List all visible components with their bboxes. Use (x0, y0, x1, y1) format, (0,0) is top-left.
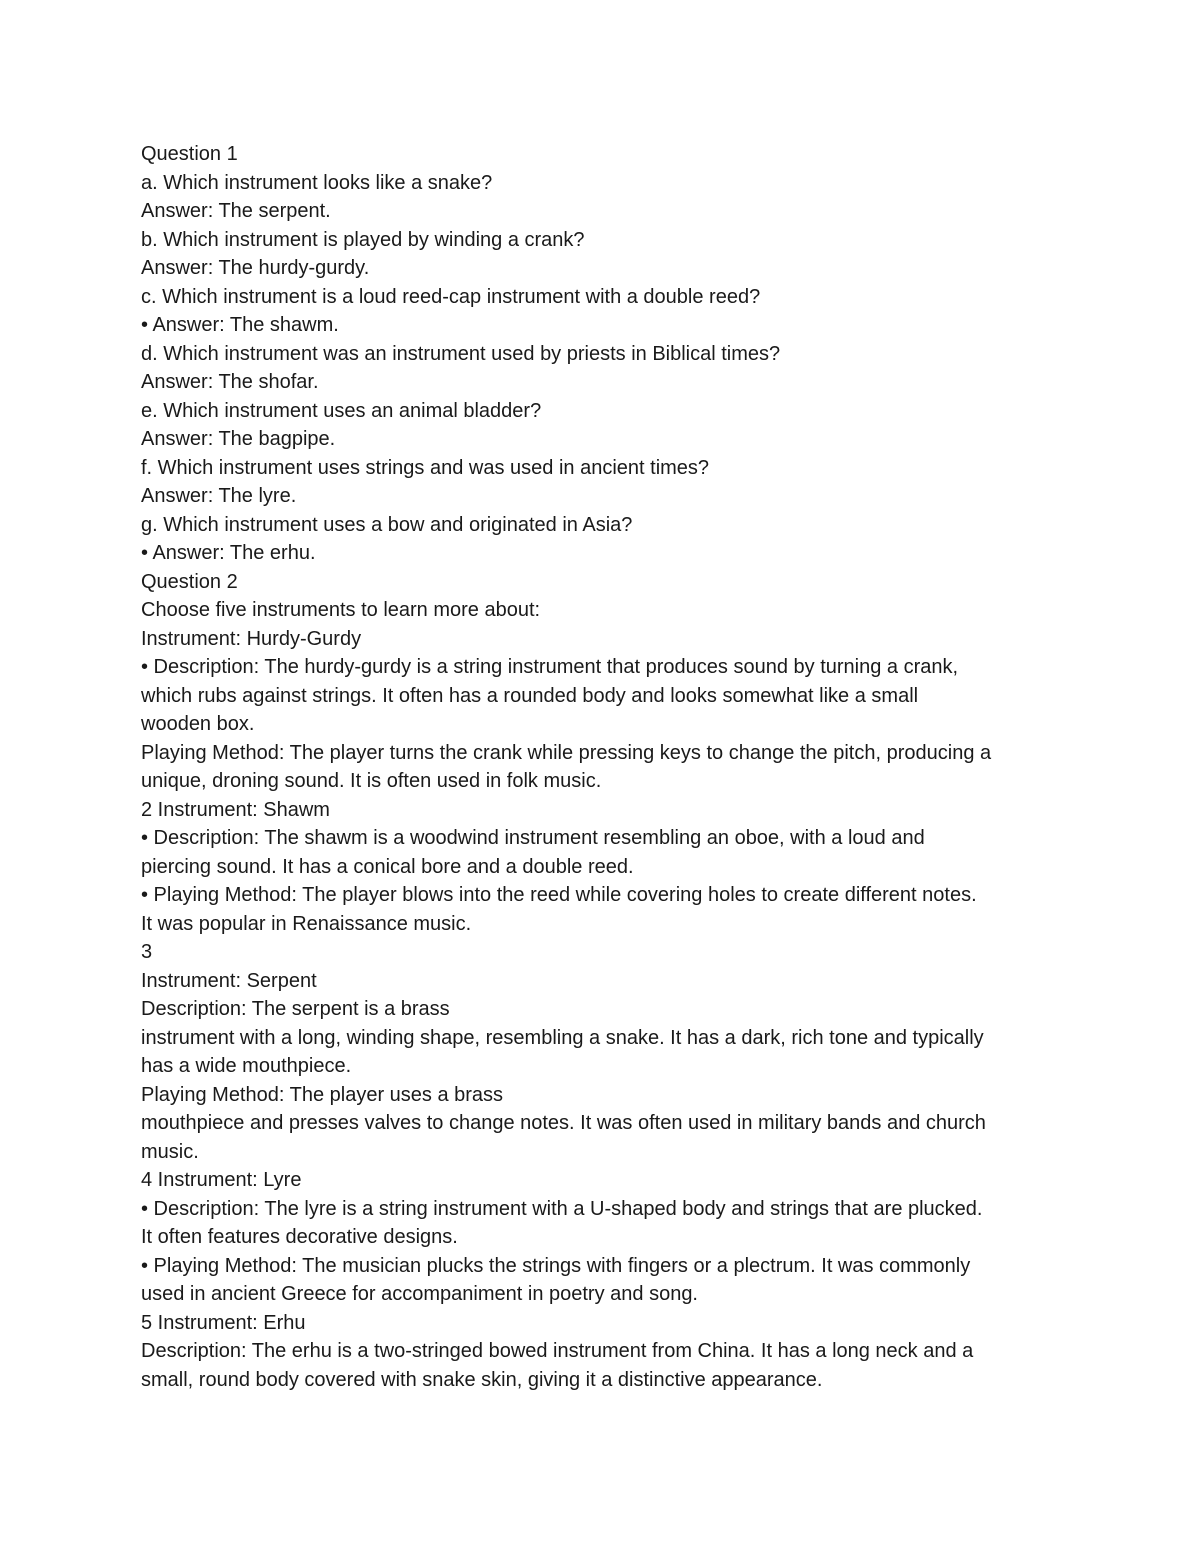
instrument-3-number: 3 (141, 941, 153, 963)
instrument-4-description-line: It often features decorative designs. (141, 1226, 458, 1248)
instrument-3-description-line: has a wide mouthpiece. (141, 1055, 352, 1077)
instrument-1-description-line: • Description: The hurdy-gurdy is a string instrument that produces sound by turning a crank, (141, 656, 959, 678)
instrument-1-method-line: Playing Method: The player turns the crank while pressing keys to change the pitch, producing a (141, 741, 992, 764)
instrument-5-title: 5 Instrument: Erhu (141, 1311, 306, 1334)
question-2-heading: Question 2 (141, 570, 238, 593)
question-2-prompt: Choose five instruments to learn more about: (141, 599, 541, 621)
instrument-2-description-line: piercing sound. It has a conical bore and a double reed. (141, 855, 634, 878)
answer-1f: Answer: The lyre. (141, 485, 297, 507)
instrument-2-description-line: • Description: The shawm is a woodwind instrument resembling an oboe, with a loud and (141, 827, 925, 849)
question-1f: f. Which instrument uses strings and was used in ancient times? (141, 456, 710, 479)
instrument-1-description-line: which rubs against strings. It often has a rounded body and looks somewhat like a small (141, 684, 919, 707)
instrument-4-method-line: used in ancient Greece for accompaniment in poetry and song. (141, 1283, 698, 1305)
instrument-3-description-line: instrument with a long, winding shape, resembling a snake. It has a dark, rich tone and typically (141, 1026, 984, 1049)
question-1a: a. Which instrument looks like a snake? (141, 171, 493, 194)
answer-1c: • Answer: The shawm. (141, 314, 339, 336)
instrument-1-title: Instrument: Hurdy-Gurdy (141, 627, 362, 650)
instrument-2-method-line: It was popular in Renaissance music. (141, 912, 472, 935)
instrument-1-method-line: unique, droning sound. It is often used in folk music. (141, 770, 602, 792)
instrument-4-title: 4 Instrument: Lyre (141, 1169, 302, 1191)
instrument-5-description-line: small, round body covered with snake skin, giving it a distinctive appearance. (141, 1368, 823, 1391)
question-1-heading: Question 1 (141, 143, 238, 165)
instrument-3-title: Instrument: Serpent (141, 969, 317, 992)
instrument-3-method-line: music. (141, 1140, 199, 1163)
instrument-5-description-line: Description: The erhu is a two-stringed bowed instrument from China. It has a long neck and a (141, 1340, 974, 1362)
answer-1d: Answer: The shofar. (141, 371, 319, 393)
instrument-1-description-line: wooden box. (141, 713, 255, 735)
instrument-4-method-line: • Playing Method: The musician plucks the strings with fingers or a plectrum. It was commonly (141, 1254, 971, 1277)
question-1b: b. Which instrument is played by winding a crank? (141, 228, 585, 251)
instrument-3-method-line: Playing Method: The player uses a brass (141, 1083, 504, 1106)
instrument-4-description-line: • Description: The lyre is a string instrument with a U-shaped body and strings that are plucked. (141, 1197, 983, 1220)
question-1e: e. Which instrument uses an animal bladder? (141, 399, 542, 422)
answer-1g: • Answer: The erhu. (141, 542, 316, 564)
document-body (141, 140, 1071, 1394)
answer-1e: Answer: The bagpipe. (141, 428, 336, 450)
instrument-2-method-line: • Playing Method: The player blows into the reed while covering holes to create different notes. (141, 884, 977, 906)
question-1g: g. Which instrument uses a bow and originated in Asia? (141, 513, 633, 536)
question-1c: c. Which instrument is a loud reed-cap instrument with a double reed? (141, 285, 761, 308)
instrument-2-title: 2 Instrument: Shawm (141, 798, 330, 821)
instrument-3-description-line: Description: The serpent is a brass (141, 998, 450, 1020)
answer-1a: Answer: The serpent. (141, 200, 331, 222)
instrument-3-method-line: mouthpiece and presses valves to change notes. It was often used in military bands and church (141, 1112, 986, 1134)
answer-1b: Answer: The hurdy-gurdy. (141, 257, 370, 279)
question-1d: d. Which instrument was an instrument used by priests in Biblical times? (141, 342, 781, 365)
